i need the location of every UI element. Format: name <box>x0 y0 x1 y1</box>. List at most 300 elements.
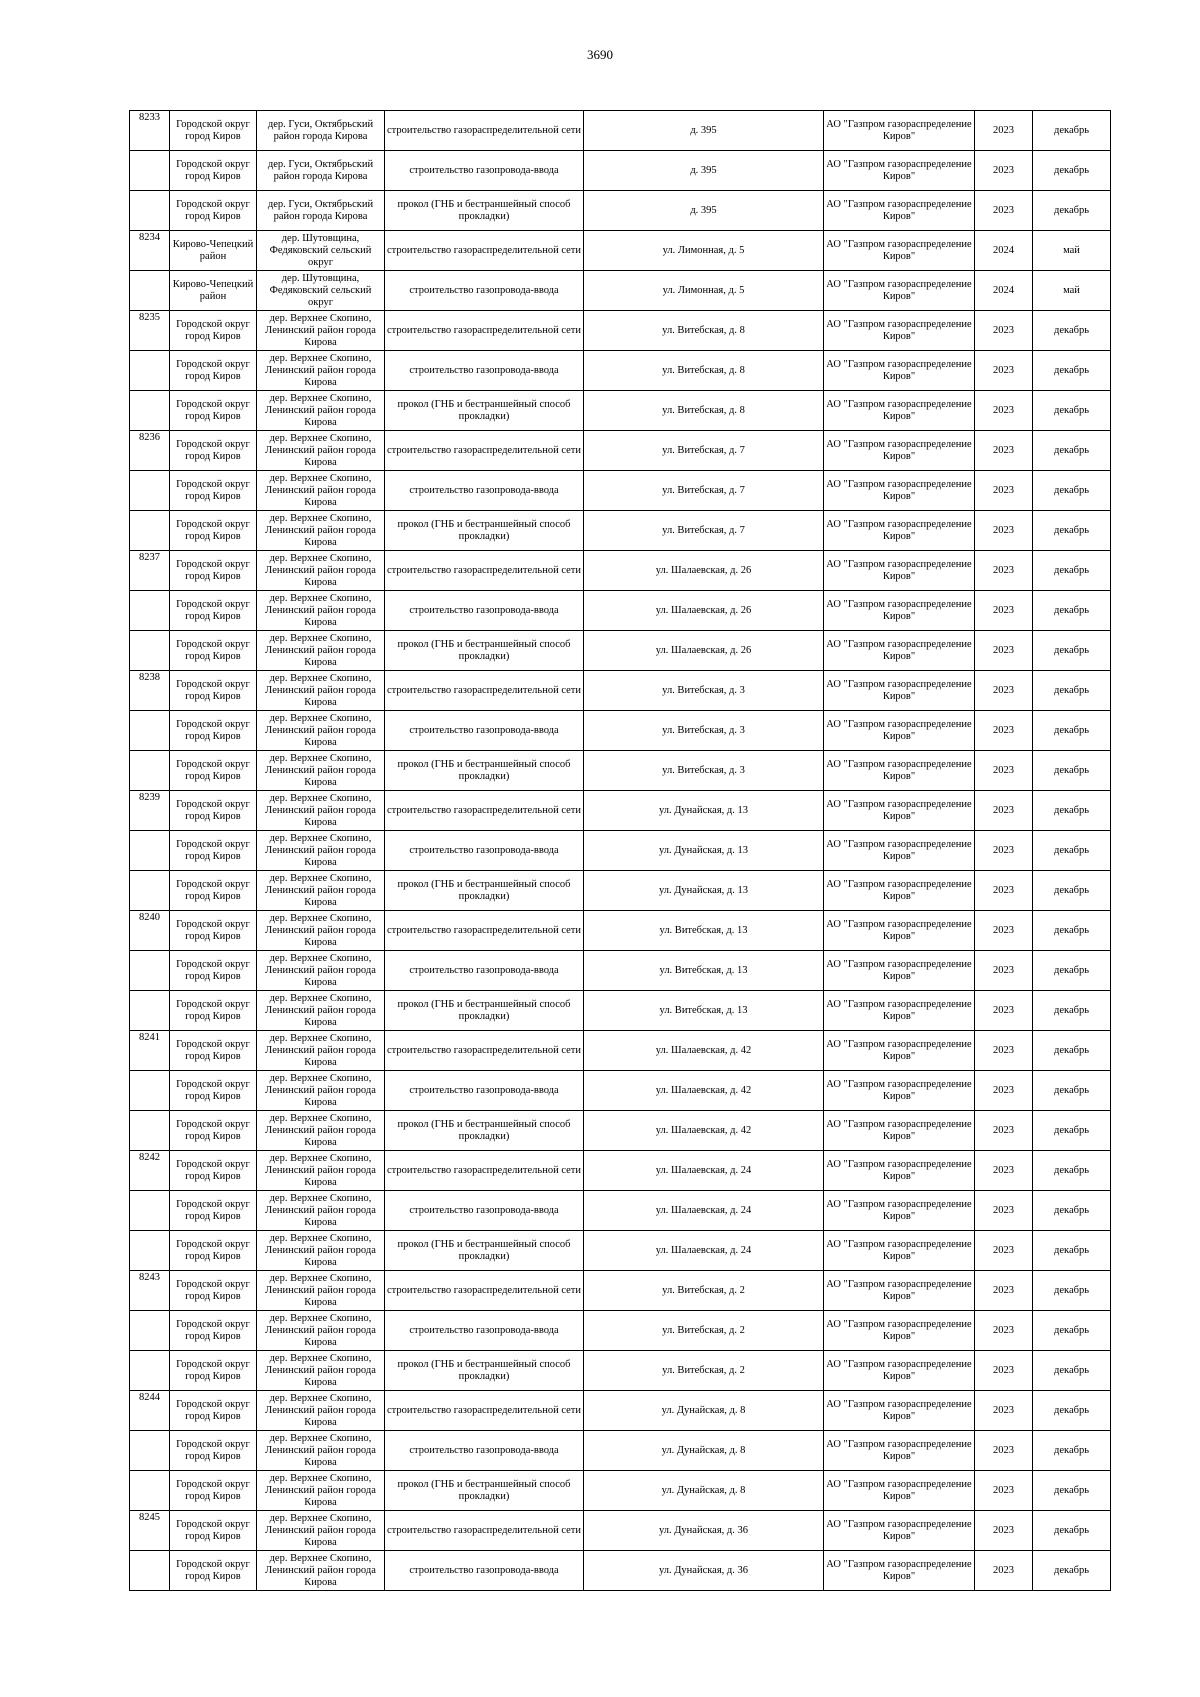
cell-year <box>975 431 1033 471</box>
cell-month-text: декабрь <box>1054 1404 1089 1416</box>
cell-month-text: декабрь <box>1054 764 1089 776</box>
cell-settlement <box>257 1551 385 1591</box>
cell-municipality <box>170 1431 257 1471</box>
cell-year <box>975 711 1033 751</box>
cell-municipality-text: Городской округ город Киров <box>176 678 250 702</box>
cell-year <box>975 231 1033 271</box>
cell-year <box>975 511 1033 551</box>
cell-organization-text: АО "Газпром газораспределение Киров" <box>826 1118 972 1142</box>
cell-work-type-text: строительство газораспределительной сети <box>387 924 581 936</box>
cell-organization-text: АО "Газпром газораспределение Киров" <box>826 718 972 742</box>
cell-settlement-text: дер. Верхнее Скопино, Ленинский район города Кирова <box>265 1152 376 1188</box>
cell-work-type <box>385 711 584 751</box>
cell-year <box>975 791 1033 831</box>
cell-number <box>130 1191 170 1231</box>
cell-year <box>975 1231 1033 1271</box>
cell-address <box>584 1511 824 1551</box>
cell-settlement-text: дер. Верхнее Скопино, Ленинский район города Кирова <box>265 512 376 548</box>
cell-address-text: ул. Лимонная, д. 5 <box>662 244 745 256</box>
cell-organization <box>824 351 975 391</box>
cell-settlement-text: дер. Верхнее Скопино, Ленинский район города Кирова <box>265 1312 376 1348</box>
cell-organization <box>824 551 975 591</box>
table-row <box>130 1431 1111 1471</box>
cell-organization-text: АО "Газпром газораспределение Киров" <box>826 958 972 982</box>
table-row <box>130 1311 1111 1351</box>
cell-month <box>1033 1031 1111 1071</box>
cell-month-text: декабрь <box>1054 1444 1089 1456</box>
cell-address <box>584 951 824 991</box>
cell-address <box>584 1471 824 1511</box>
cell-settlement <box>257 1191 385 1231</box>
cell-settlement-text: дер. Верхнее Скопино, Ленинский район города Кирова <box>265 1472 376 1508</box>
table-row <box>130 1111 1111 1151</box>
table-row <box>130 1191 1111 1231</box>
cell-address-text: ул. Витебская, д. 8 <box>662 324 745 336</box>
cell-municipality <box>170 191 257 231</box>
cell-year-text: 2023 <box>993 1004 1014 1016</box>
cell-number <box>130 511 170 551</box>
cell-organization-text: АО "Газпром газораспределение Киров" <box>826 1398 972 1422</box>
cell-work-type-text: строительство газопровода-ввода <box>409 724 559 736</box>
cell-month-text: декабрь <box>1054 684 1089 696</box>
cell-organization <box>824 1111 975 1151</box>
cell-work-type-text: строительство газораспределительной сети <box>387 1524 581 1536</box>
cell-month-text: декабрь <box>1054 1484 1089 1496</box>
cell-year-text: 2023 <box>993 364 1014 376</box>
cell-year <box>975 1191 1033 1231</box>
cell-settlement <box>257 911 385 951</box>
cell-organization-text: АО "Газпром газораспределение Киров" <box>826 598 972 622</box>
cell-year <box>975 1391 1033 1431</box>
cell-organization <box>824 111 975 151</box>
cell-settlement-text: дер. Верхнее Скопино, Ленинский район города Кирова <box>265 952 376 988</box>
cell-organization <box>824 1071 975 1111</box>
cell-year <box>975 1271 1033 1311</box>
cell-work-type-text: строительство газопровода-ввода <box>409 1204 559 1216</box>
cell-settlement <box>257 1391 385 1431</box>
cell-organization-text: АО "Газпром газораспределение Киров" <box>826 118 972 142</box>
cell-address-text: ул. Витебская, д. 3 <box>662 684 745 696</box>
cell-work-type-text: строительство газораспределительной сети <box>387 244 581 256</box>
cell-year-text: 2023 <box>993 204 1014 216</box>
table-row <box>130 871 1111 911</box>
table-row <box>130 1271 1111 1311</box>
cell-municipality-text: Кирово-Чепецкий район <box>172 238 254 262</box>
cell-settlement-text: дер. Верхнее Скопино, Ленинский район города Кирова <box>265 1272 376 1308</box>
cell-municipality-text: Городской округ город Киров <box>176 798 250 822</box>
cell-municipality-text: Городской округ город Киров <box>176 998 250 1022</box>
cell-organization <box>824 1271 975 1311</box>
cell-municipality <box>170 1511 257 1551</box>
cell-address-text: ул. Шалаевская, д. 42 <box>655 1084 752 1096</box>
cell-month <box>1033 231 1111 271</box>
cell-month-text: декабрь <box>1054 444 1089 456</box>
table-row <box>130 631 1111 671</box>
cell-settlement <box>257 271 385 311</box>
cell-work-type-text: строительство газораспределительной сети <box>387 1044 581 1056</box>
cell-organization <box>824 1431 975 1471</box>
table-row <box>130 311 1111 351</box>
cell-number <box>130 191 170 231</box>
cell-month <box>1033 391 1111 431</box>
cell-settlement <box>257 231 385 271</box>
cell-month-text: декабрь <box>1054 1364 1089 1376</box>
cell-organization-text: АО "Газпром газораспределение Киров" <box>826 198 972 222</box>
cell-organization <box>824 391 975 431</box>
table-row <box>130 271 1111 311</box>
cell-work-type <box>385 1351 584 1391</box>
cell-address <box>584 1311 824 1351</box>
cell-municipality-text: Городской округ город Киров <box>176 878 250 902</box>
cell-address <box>584 991 824 1031</box>
table-row <box>130 751 1111 791</box>
cell-organization-text: АО "Газпром газораспределение Киров" <box>826 1478 972 1502</box>
cell-settlement-text: дер. Верхнее Скопино, Ленинский район города Кирова <box>265 632 376 668</box>
cell-address-text: д. 395 <box>690 164 717 176</box>
cell-address-text: ул. Дунайская, д. 8 <box>661 1444 746 1456</box>
cell-settlement-text: дер. Верхнее Скопино, Ленинский район города Кирова <box>265 352 376 388</box>
cell-year <box>975 1031 1033 1071</box>
cell-number <box>130 1351 170 1391</box>
cell-work-type-text: строительство газопровода-ввода <box>409 484 559 496</box>
table-row <box>130 511 1111 551</box>
cell-year <box>975 1511 1033 1551</box>
cell-work-type <box>385 271 584 311</box>
cell-organization-text: АО "Газпром газораспределение Киров" <box>826 358 972 382</box>
cell-organization <box>824 1391 975 1431</box>
cell-municipality-text: Городской округ город Киров <box>176 1278 250 1302</box>
cell-year-text: 2023 <box>993 1164 1014 1176</box>
cell-month-text: май <box>1063 284 1080 296</box>
cell-number <box>130 791 170 831</box>
cell-work-type-text: прокол (ГНБ и бестраншейный способ прокладки) <box>397 758 571 782</box>
cell-number <box>130 591 170 631</box>
cell-address-text: ул. Витебская, д. 2 <box>662 1364 745 1376</box>
cell-work-type <box>385 1111 584 1151</box>
cell-settlement <box>257 1151 385 1191</box>
cell-number <box>130 1311 170 1351</box>
cell-work-type <box>385 1071 584 1111</box>
cell-work-type-text: строительство газораспределительной сети <box>387 684 581 696</box>
cell-year <box>975 911 1033 951</box>
cell-municipality-text: Городской округ город Киров <box>176 518 250 542</box>
cell-municipality-text: Городской округ город Киров <box>176 838 250 862</box>
cell-municipality <box>170 1071 257 1111</box>
cell-month-text: декабрь <box>1054 1044 1089 1056</box>
table-row <box>130 1031 1111 1071</box>
cell-settlement-text: дер. Верхнее Скопино, Ленинский район города Кирова <box>265 672 376 708</box>
cell-municipality-text: Кирово-Чепецкий район <box>172 278 254 302</box>
cell-settlement <box>257 671 385 711</box>
cell-year-text: 2023 <box>993 1084 1014 1096</box>
cell-work-type <box>385 1271 584 1311</box>
cell-organization <box>824 1351 975 1391</box>
cell-municipality-text: Городской округ город Киров <box>176 1558 250 1582</box>
cell-settlement <box>257 191 385 231</box>
cell-year <box>975 1431 1033 1471</box>
cell-settlement <box>257 1351 385 1391</box>
cell-work-type-text: строительство газораспределительной сети <box>387 324 581 336</box>
cell-year-text: 2023 <box>993 924 1014 936</box>
cell-municipality-text: Городской округ город Киров <box>176 1078 250 1102</box>
cell-work-type <box>385 351 584 391</box>
cell-organization-text: АО "Газпром газораспределение Киров" <box>826 518 972 542</box>
cell-municipality <box>170 151 257 191</box>
cell-work-type <box>385 1391 584 1431</box>
cell-number <box>130 951 170 991</box>
cell-work-type <box>385 831 584 871</box>
cell-address <box>584 1431 824 1471</box>
cell-number <box>130 671 170 711</box>
cell-work-type-text: строительство газопровода-ввода <box>409 604 559 616</box>
cell-organization <box>824 431 975 471</box>
cell-address <box>584 391 824 431</box>
cell-month <box>1033 631 1111 671</box>
cell-year-text: 2023 <box>993 1324 1014 1336</box>
cell-organization-text: АО "Газпром газораспределение Киров" <box>826 238 972 262</box>
cell-municipality-text: Городской округ город Киров <box>176 398 250 422</box>
cell-settlement <box>257 951 385 991</box>
cell-settlement-text: дер. Верхнее Скопино, Ленинский район города Кирова <box>265 712 376 748</box>
cell-number-text: 8239 <box>139 792 160 803</box>
cell-work-type <box>385 671 584 711</box>
cell-work-type-text: строительство газопровода-ввода <box>409 1084 559 1096</box>
cell-month <box>1033 711 1111 751</box>
cell-municipality-text: Городской округ город Киров <box>176 318 250 342</box>
cell-address <box>584 191 824 231</box>
cell-year <box>975 111 1033 151</box>
cell-address <box>584 151 824 191</box>
cell-organization-text: АО "Газпром газораспределение Киров" <box>826 1278 972 1302</box>
cell-municipality <box>170 351 257 391</box>
cell-number-text: 8235 <box>139 312 160 323</box>
cell-organization-text: АО "Газпром газораспределение Киров" <box>826 798 972 822</box>
cell-year <box>975 591 1033 631</box>
cell-address <box>584 871 824 911</box>
cell-organization-text: АО "Газпром газораспределение Киров" <box>826 1518 972 1542</box>
cell-address-text: ул. Дунайская, д. 13 <box>658 804 749 816</box>
cell-work-type-text: строительство газораспределительной сети <box>387 444 581 456</box>
cell-work-type <box>385 751 584 791</box>
cell-month <box>1033 1231 1111 1271</box>
cell-organization-text: АО "Газпром газораспределение Киров" <box>826 1038 972 1062</box>
cell-organization-text: АО "Газпром газораспределение Киров" <box>826 918 972 942</box>
cell-year <box>975 1351 1033 1391</box>
cell-year-text: 2024 <box>993 244 1014 256</box>
cell-municipality <box>170 1471 257 1511</box>
cell-address-text: ул. Витебская, д. 3 <box>662 764 745 776</box>
cell-address <box>584 711 824 751</box>
cell-address-text: ул. Витебская, д. 7 <box>662 444 745 456</box>
cell-work-type <box>385 911 584 951</box>
cell-year-text: 2023 <box>993 1044 1014 1056</box>
cell-address <box>584 1551 824 1591</box>
cell-municipality-text: Городской округ город Киров <box>176 198 250 222</box>
cell-year <box>975 751 1033 791</box>
cell-address-text: ул. Дунайская, д. 8 <box>661 1484 746 1496</box>
cell-work-type <box>385 471 584 511</box>
cell-year-text: 2023 <box>993 1244 1014 1256</box>
cell-year <box>975 1071 1033 1111</box>
cell-month <box>1033 951 1111 991</box>
cell-work-type <box>385 871 584 911</box>
cell-month-text: декабрь <box>1054 884 1089 896</box>
cell-work-type-text: строительство газораспределительной сети <box>387 564 581 576</box>
cell-address-text: ул. Дунайская, д. 36 <box>658 1524 749 1536</box>
cell-number-text: 8238 <box>139 672 160 683</box>
cell-municipality-text: Городской округ город Киров <box>176 1038 250 1062</box>
cell-organization <box>824 1191 975 1231</box>
cell-month <box>1033 1191 1111 1231</box>
cell-year-text: 2023 <box>993 164 1014 176</box>
table-row <box>130 991 1111 1031</box>
cell-year <box>975 991 1033 1031</box>
cell-number <box>130 871 170 911</box>
cell-municipality-text: Городской округ город Киров <box>176 558 250 582</box>
cell-number-text: 8243 <box>139 1272 160 1283</box>
cell-month-text: декабрь <box>1054 164 1089 176</box>
cell-work-type-text: строительство газораспределительной сети <box>387 804 581 816</box>
cell-month <box>1033 1351 1111 1391</box>
cell-work-type <box>385 231 584 271</box>
cell-work-type-text: прокол (ГНБ и бестраншейный способ прокладки) <box>397 1478 571 1502</box>
cell-settlement-text: дер. Верхнее Скопино, Ленинский район города Кирова <box>265 1352 376 1388</box>
cell-settlement-text: дер. Гуси, Октябрьский район города Кирова <box>267 118 374 142</box>
cell-address <box>584 791 824 831</box>
cell-work-type <box>385 431 584 471</box>
cell-organization <box>824 791 975 831</box>
cell-address <box>584 511 824 551</box>
cell-address <box>584 471 824 511</box>
cell-address <box>584 591 824 631</box>
cell-year-text: 2023 <box>993 124 1014 136</box>
cell-work-type <box>385 1511 584 1551</box>
cell-month-text: декабрь <box>1054 364 1089 376</box>
table-row <box>130 951 1111 991</box>
cell-month <box>1033 871 1111 911</box>
cell-work-type-text: прокол (ГНБ и бестраншейный способ прокладки) <box>397 638 571 662</box>
cell-number-text: 8242 <box>139 1152 160 1163</box>
cell-work-type-text: строительство газораспределительной сети <box>387 1284 581 1296</box>
cell-work-type <box>385 191 584 231</box>
table-row <box>130 911 1111 951</box>
cell-year <box>975 1151 1033 1191</box>
cell-settlement <box>257 1031 385 1071</box>
cell-municipality <box>170 911 257 951</box>
cell-municipality <box>170 1311 257 1351</box>
cell-municipality <box>170 1351 257 1391</box>
cell-address-text: ул. Шалаевская, д. 42 <box>655 1124 752 1136</box>
cell-municipality <box>170 1191 257 1231</box>
cell-number <box>130 311 170 351</box>
cell-settlement <box>257 1311 385 1351</box>
cell-month <box>1033 351 1111 391</box>
cell-municipality-text: Городской округ город Киров <box>176 1238 250 1262</box>
cell-work-type-text: строительство газопровода-ввода <box>409 164 559 176</box>
cell-settlement-text: дер. Верхнее Скопино, Ленинский район города Кирова <box>265 832 376 868</box>
cell-work-type-text: строительство газопровода-ввода <box>409 364 559 376</box>
cell-number <box>130 1031 170 1071</box>
cell-number <box>130 1431 170 1471</box>
cell-number <box>130 1111 170 1151</box>
cell-settlement <box>257 831 385 871</box>
cell-settlement <box>257 1111 385 1151</box>
cell-municipality <box>170 631 257 671</box>
cell-year-text: 2023 <box>993 484 1014 496</box>
cell-number <box>130 711 170 751</box>
cell-number <box>130 631 170 671</box>
cell-settlement <box>257 111 385 151</box>
cell-work-type <box>385 511 584 551</box>
cell-address <box>584 751 824 791</box>
cell-address <box>584 831 824 871</box>
cell-address <box>584 1111 824 1151</box>
cell-settlement-text: дер. Шутовщина, Федяковский сельский округ <box>269 272 372 308</box>
table-row <box>130 1071 1111 1111</box>
cell-month-text: декабрь <box>1054 1084 1089 1096</box>
cell-work-type <box>385 111 584 151</box>
cell-month-text: декабрь <box>1054 1324 1089 1336</box>
cell-work-type <box>385 151 584 191</box>
cell-work-type <box>385 1191 584 1231</box>
cell-year-text: 2023 <box>993 324 1014 336</box>
cell-settlement <box>257 991 385 1031</box>
cell-work-type-text: строительство газораспределительной сети <box>387 1164 581 1176</box>
cell-year <box>975 1471 1033 1511</box>
cell-municipality-text: Городской округ город Киров <box>176 1318 250 1342</box>
cell-settlement <box>257 1071 385 1111</box>
cell-settlement-text: дер. Верхнее Скопино, Ленинский район города Кирова <box>265 912 376 948</box>
cell-number-text: 8240 <box>139 912 160 923</box>
cell-municipality-text: Городской округ город Киров <box>176 1158 250 1182</box>
table-row <box>130 551 1111 591</box>
cell-year <box>975 631 1033 671</box>
cell-work-type <box>385 631 584 671</box>
cell-settlement-text: дер. Верхнее Скопино, Ленинский район города Кирова <box>265 1112 376 1148</box>
cell-number <box>130 471 170 511</box>
cell-settlement-text: дер. Верхнее Скопино, Ленинский район города Кирова <box>265 872 376 908</box>
cell-settlement-text: дер. Верхнее Скопино, Ленинский район города Кирова <box>265 1192 376 1228</box>
cell-settlement <box>257 151 385 191</box>
cell-address-text: ул. Витебская, д. 13 <box>659 924 748 936</box>
cell-settlement <box>257 351 385 391</box>
cell-address-text: ул. Витебская, д. 3 <box>662 724 745 736</box>
cell-municipality <box>170 431 257 471</box>
cell-address <box>584 1071 824 1111</box>
cell-work-type-text: строительство газораспределительной сети <box>387 124 581 136</box>
cell-address <box>584 231 824 271</box>
cell-work-type <box>385 1311 584 1351</box>
cell-month-text: декабрь <box>1054 804 1089 816</box>
cell-year <box>975 311 1033 351</box>
cell-municipality-text: Городской округ город Киров <box>176 598 250 622</box>
cell-address <box>584 1191 824 1231</box>
cell-municipality-text: Городской округ город Киров <box>176 158 250 182</box>
cell-year <box>975 351 1033 391</box>
cell-address-text: ул. Шалаевская, д. 24 <box>655 1204 752 1216</box>
cell-address <box>584 311 824 351</box>
cell-number <box>130 831 170 871</box>
cell-year-text: 2023 <box>993 404 1014 416</box>
table-row <box>130 1351 1111 1391</box>
cell-municipality-text: Городской округ город Киров <box>176 718 250 742</box>
cell-work-type-text: прокол (ГНБ и бестраншейный способ прокладки) <box>397 398 571 422</box>
cell-organization-text: АО "Газпром газораспределение Киров" <box>826 158 972 182</box>
cell-address <box>584 911 824 951</box>
cell-month <box>1033 111 1111 151</box>
cell-month-text: декабрь <box>1054 1204 1089 1216</box>
cell-settlement <box>257 1471 385 1511</box>
